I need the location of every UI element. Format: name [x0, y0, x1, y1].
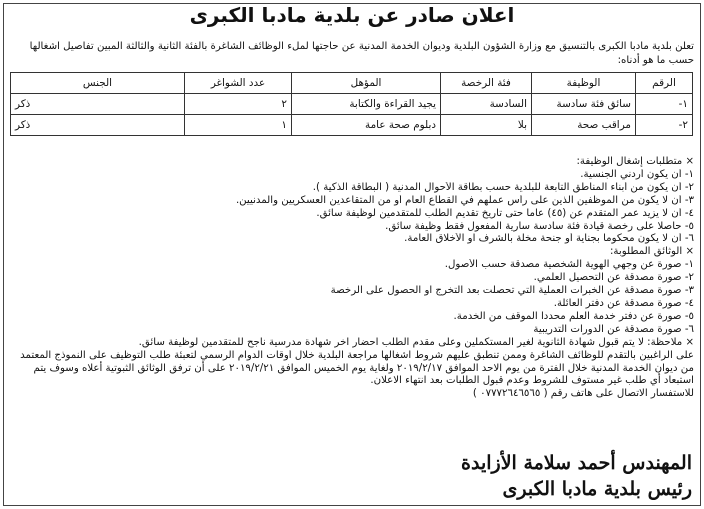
- list-item: ٤- صورة مصدقة عن دفتر العائلة.: [553, 297, 694, 309]
- header-gender: الجنس: [11, 73, 185, 94]
- row-license: السادسة: [441, 94, 532, 115]
- row-qualification: دبلوم صحة عامة: [292, 115, 441, 136]
- list-item: ٣- صورة مصدقة عن الخبرات العملية التي تحصلت بعد التخرج او الحصول على الرخصة: [330, 285, 694, 297]
- list-item: ٥- حاصلا على رخصة قيادة فئة سادسة سارية المفعول فقط وظيفة سائق.: [385, 220, 694, 232]
- list-item: ٢- أن يكون من أبناء المناطق التابعة للبلدية حسب بطاقة الأحوال المدنية ( البطاقة الذكية ).: [312, 181, 694, 193]
- announcement-body: [8, 156, 694, 401]
- list-item: ٦- صورة مصدقة عن الدورات التدريبية: [533, 323, 694, 335]
- jobs-table-header: [11, 73, 693, 94]
- row-gender: ذكر: [11, 94, 185, 115]
- list-item: ٥- صورة عن دفتر خدمة العلم محددا الموقف من الخدمة.: [453, 310, 694, 322]
- closing-paragraph: على الراغبين بالتقدم للوظائف الشاغرة وممن تنطبق عليهم شروط اشغالها مراجعة البلدية خلال أوقات الدوام الرسمي لتعبئة طلب التوظيف على النموذج المعتمد من ديوان الخدمة المدنية خلال الفترة من يوم الاحد الموافق ٢٠١٩/٢/١٧ ولغاية يوم الخميس الموافق ٢٠١٩/٢/٢١ على أن ترفق الوثائق الثبوتية أعلاه وسوف يتم استبعاد أي طلب غير مستوف للشروط وعدم قبول الطلبات بعد انتهاء الاعلان.: [20, 349, 694, 387]
- note-text: × ملاحظة: لا يتم قبول شهادة الثانوية لغير المستكملين وعلى مقدم الطلب احضار اخر شهادة مدرسية ناجح للمتقدمين لوظيفة سائق.: [138, 336, 694, 348]
- list-item: ٤- أن لا يزيد عمر المتقدم عن (٤٥) عاما حتى تاريخ تقديم الطلب للمتقدمين لوظيفة سائق.: [316, 207, 694, 219]
- row-qualification: يجيد القراءة والكتابة: [292, 94, 441, 115]
- list-item: ١- صورة عن وجهي الهوية الشخصية مصدقة حسب الأصول.: [444, 259, 694, 271]
- jobs-table: [10, 72, 693, 136]
- header-number: الرقم: [636, 73, 693, 94]
- header-qualification: المؤهل: [292, 73, 441, 94]
- header-vacancies: عدد الشواغر: [185, 73, 292, 94]
- row-number: ٢-: [636, 115, 693, 136]
- announcement-title: اعلان صادر عن بلدية مادبا الكبرى: [189, 3, 515, 27]
- row-job: مراقب صحة: [532, 115, 636, 136]
- signatory-position: رئيس بلدية مادبا الكبرى: [502, 478, 692, 500]
- intro-paragraph: تعلن بلدية مادبا الكبرى بالتنسيق مع وزارة الشؤون البلدية وديوان الخدمة المدنية عن حاجتها لملء الوظائف الشاغرة بالفئة الثانية والثالثة المبين تفاصيل اشغالها حسب ما هو أدناه:: [29, 41, 694, 66]
- row-vacancies: ٢: [185, 94, 292, 115]
- table-row: [11, 115, 693, 136]
- row-gender: ذكر: [11, 115, 185, 136]
- signatory-name: المهندس أحمد سلامة الأزايدة: [461, 452, 692, 474]
- row-vacancies: ١: [185, 115, 292, 136]
- list-item: ٢- صورة مصدقة عن التحصيل العلمي.: [533, 272, 694, 284]
- requirements-heading: × متطلبات إشغال الوظيفة:: [576, 156, 694, 167]
- list-item: ١- أن يكون أردني الجنسية.: [580, 168, 694, 180]
- row-number: ١-: [636, 94, 693, 115]
- row-license: بلا: [441, 115, 532, 136]
- documents-heading: × الوثائق المطلوبة:: [609, 246, 694, 258]
- list-item: ٦- أن لا يكون محكوما بجناية أو جنحة مخلة بالشرف او الأخلاق العامة.: [404, 233, 694, 245]
- list-item: ٣- أن لا يكون من الموظفين الذين على رأس عملهم في القطاع العام أو من المتقاعدين العسكريين والمدنيين.: [235, 194, 694, 206]
- row-job: سائق فئة سادسة: [532, 94, 636, 115]
- table-row: [11, 94, 693, 115]
- header-license: فئة الرخصة: [441, 73, 532, 94]
- contact-line: للاستفسار الاتصال على هاتف رقم ( ٠٧٧٧٢٦٤٦٥٦٥ ): [472, 388, 694, 400]
- header-job: الوظيفة: [532, 73, 636, 94]
